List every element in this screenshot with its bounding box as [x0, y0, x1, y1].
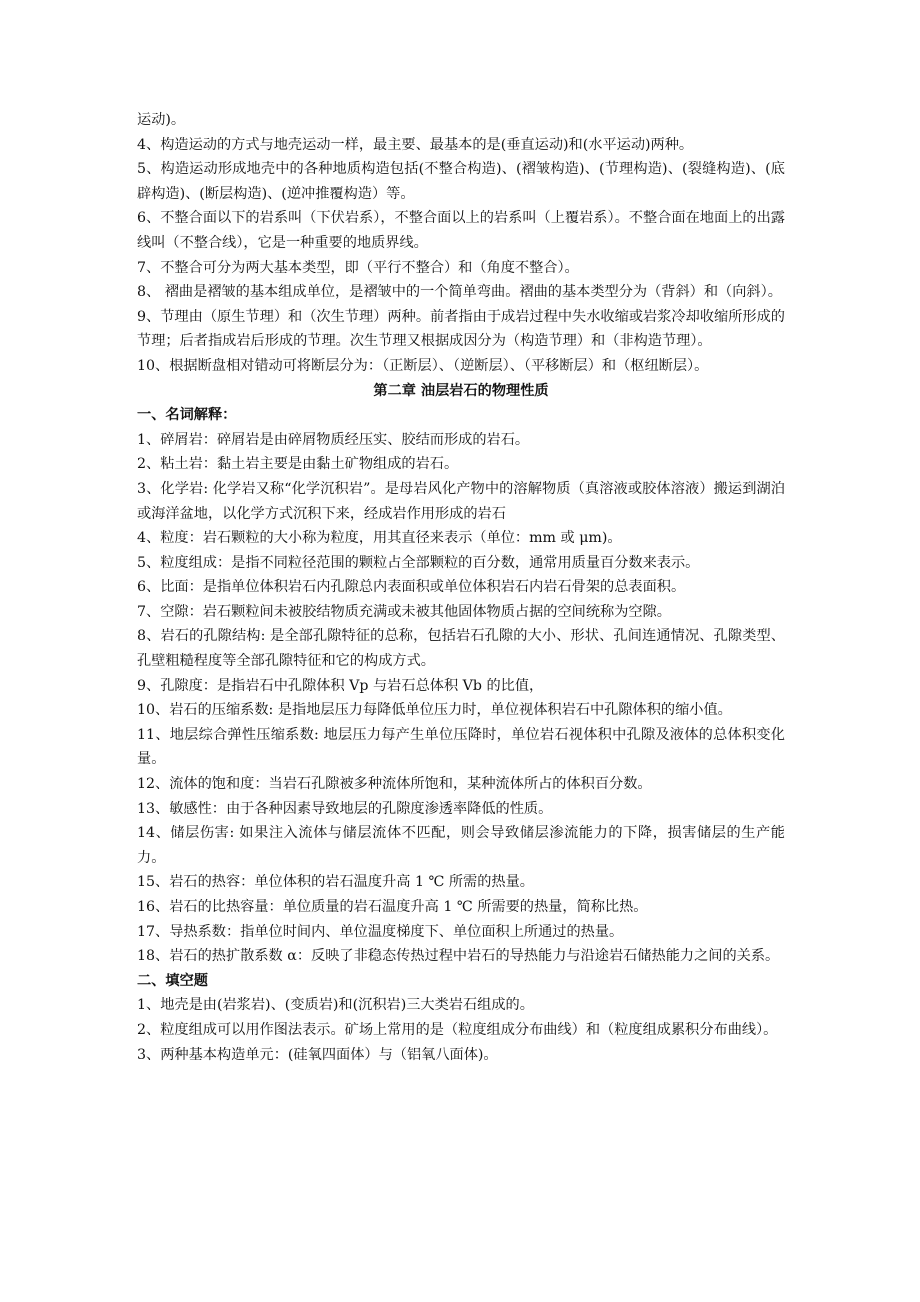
fill-blank-item: 3、两种基本构造单元：(硅氧四面体）与（铝氧八面体)。	[137, 1046, 498, 1063]
fill-blank-item: 2、粒度组成可以用作图法表示。矿场上常用的是（粒度组成分布曲线）和（粒度组成累积分布曲线）。	[137, 1021, 778, 1038]
paragraph: 10、根据断盘相对错动可将断层分为：（正断层）、（逆断层）、（平移断层）和（枢纽断层）。	[137, 357, 709, 374]
definition-item: 14、储层伤害: 如果注入流体与储层流体不匹配，则会导致储层渗流能力的下降，损害储层的生产能力。	[137, 825, 785, 866]
definition-item: 16、岩石的比热容量：单位质量的岩石温度升高 1 ℃ 所需要的热量，简称比热。	[137, 899, 648, 915]
definition-item: 3、化学岩: 化学岩又称“化学沉积岩”。是母岩风化产物中的溶解物质（真溶液或胶体溶液）搬运到湖泊或海洋盆地，以化学方式沉积下来，经成岩作用形成的岩石	[137, 480, 785, 522]
definition-item: 10、岩石的压缩系数: 是指地层压力每降低单位压力时，单位视体积岩石中孔隙体积的缩小值。	[137, 702, 732, 719]
paragraph: 9、节理由（原生节理）和（次生节理）两种。前者指由于成岩过程中失水收缩或岩浆冷却收缩所形成的节理；后者指成岩后形成的节理。次生节理又根据成因分为（构造节理）和（非构造节理）。	[137, 308, 785, 350]
definition-item: 12、流体的饱和度：当岩石孔隙被多种流体所饱和，某种流体所占的体积百分数。	[137, 776, 652, 793]
definition-item: 1、碎屑岩：碎屑岩是由碎屑物质经压实、胶结而形成的岩石。	[137, 431, 530, 448]
paragraph: 运动)。	[137, 112, 186, 128]
fill-blank-item: 1、地壳是由(岩浆岩)、(变质岩)和(沉积岩)三大类岩石组成的。	[137, 997, 534, 1014]
section-heading: 一、名词解释：	[137, 407, 237, 424]
document-page	[137, 108, 785, 1067]
paragraph: 8、 褶曲是褶皱的基本组成单位，是褶皱中的一个简单弯曲。褶曲的基本类型分为（背斜）和（向斜）。	[137, 284, 782, 301]
definition-item: 8、岩石的孔隙结构: 是全部孔隙特征的总称，包括岩石孔隙的大小、形状、孔间连通情况、孔隙类型、孔壁粗糙程度等全部孔隙特征和它的构成方式。	[137, 628, 785, 670]
definition-item: 6、比面：是指单位体积岩石内孔隙总内表面积或单位体积岩石内岩石骨架的总表面积。	[137, 579, 686, 596]
definition-item: 13、敏感性：由于各种因素导致地层的孔隙度渗透率降低的性质。	[137, 800, 553, 817]
paragraph: 7、不整合可分为两大基本类型，即（平行不整合）和（角度不整合）。	[137, 259, 579, 276]
definition-item: 2、粘土岩：黏土岩主要是由黏土矿物组成的岩石。	[137, 456, 459, 473]
definition-item: 18、岩石的热扩散系数 α：反映了非稳态传热过程中岩石的导热能力与沿途岩石储热能力之间的关系。	[137, 948, 780, 965]
definition-item: 17、导热系数：指单位时间内、单位温度梯度下、单位面积上所通过的热量。	[137, 923, 624, 940]
chapter-title: 第二章 油层岩石的物理性质	[373, 382, 549, 399]
section-heading: 二、填空题	[137, 972, 208, 989]
paragraph: 6、不整合面以下的岩系叫（下伏岩系），不整合面以上的岩系叫（上覆岩系）。不整合面在地面上的出露线叫（不整合线），它是一种重要的地质界线。	[137, 210, 785, 251]
definition-item: 7、空隙：岩石颗粒间未被胶结物质充满或未被其他固体物质占据的空间统称为空隙。	[137, 603, 671, 620]
paragraph: 5、构造运动形成地壳中的各种地质构造包括(不整合构造)、(褶皱构造)、(节理构造)、(裂缝构造)、(底辟构造)、(断层构造)、(逆冲推覆构造）等。	[137, 161, 785, 202]
paragraph: 4、构造运动的方式与地壳运动一样，最主要、最基本的是(垂直运动)和(水平运动)两种。	[137, 136, 694, 153]
definition-item: 4、粒度：岩石颗粒的大小称为粒度，用其直径来表示（单位：mm 或 μm)。	[137, 530, 622, 547]
definition-item: 11、地层综合弹性压缩系数: 地层压力每产生单位压降时，单位岩石视体积中孔隙及液体的总体积变化量。	[137, 726, 785, 768]
definition-item: 15、岩石的热容：单位体积的岩石温度升高 1 ℃ 所需的热量。	[137, 874, 534, 891]
definition-item: 9、孔隙度：是指岩石中孔隙体积 Vp 与岩石总体积 Vb 的比值，	[137, 677, 544, 694]
definition-item: 5、粒度组成：是指不同粒径范围的颗粒占全部颗粒的百分数，通常用质量百分数来表示。	[137, 554, 700, 571]
